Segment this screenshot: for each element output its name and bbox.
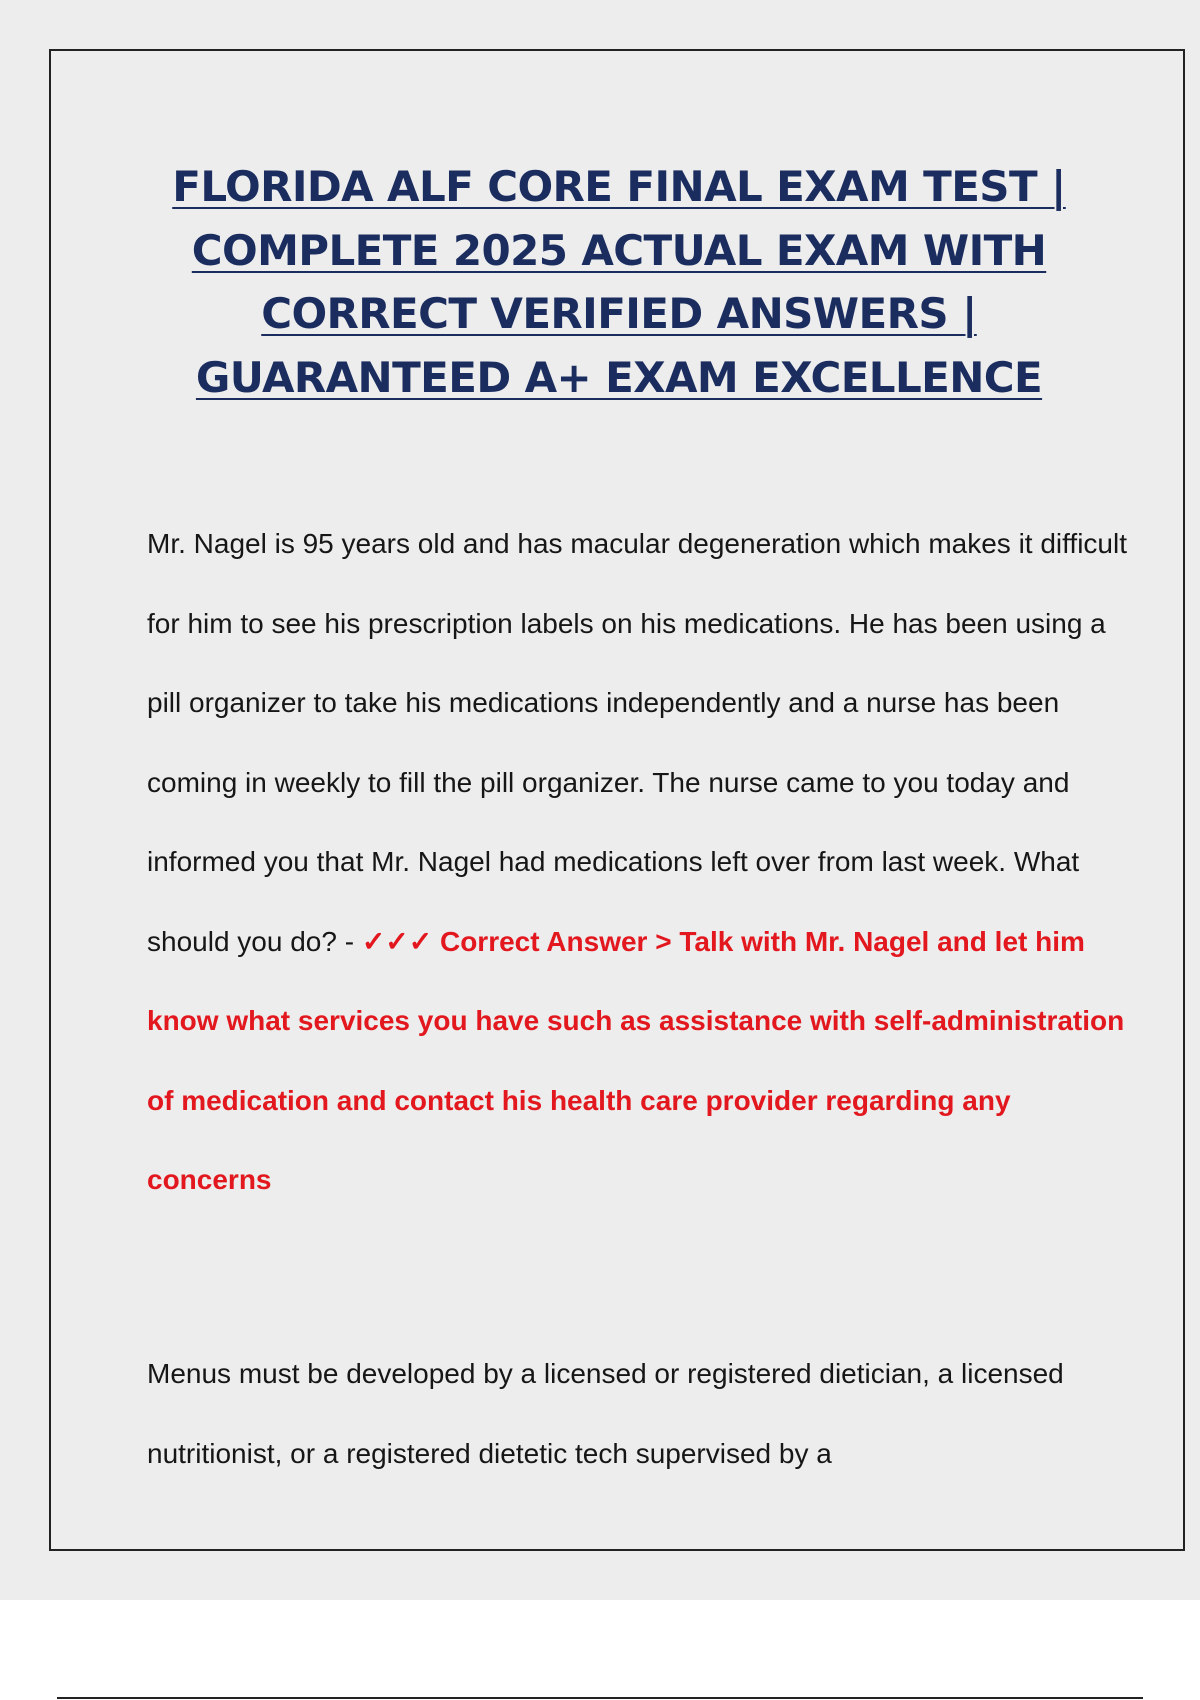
question-2 [147,1334,1137,1493]
question-1-text: Mr. Nagel is 95 years old and has macular degeneration which makes it difficult for him to see his prescription labels on his medications. He has been using a pill organizer to take his medications independently and a nurse has been coming in weekly to fill the pill organizer. The nurse came to you today and informed you that Mr. Nagel had medications left over from last week. What should you do? - [147,528,1127,957]
document-title-text: FLORIDA ALF CORE FINAL EXAM TEST | COMPLETE 2025 ACTUAL EXAM WITH CORRECT VERIFIED ANSWERS | GUARANTEED A+ EXAM EXCELLENCE [172,162,1066,402]
question-1-answer: ✓✓✓ Correct Answer > Talk with Mr. Nagel and let him know what services you have such as assistance with self-administration of medication and contact his health care provider regarding any concerns [147,925,1125,1195]
question-1 [147,504,1137,1220]
bottom-divider [57,1697,1143,1699]
document-title [111,155,1127,409]
question-2-text: Menus must be developed by a licensed or registered dietician, a licensed nutritionist, or a registered dietetic tech supervised by a [147,1358,1064,1469]
page-frame [49,49,1185,1551]
